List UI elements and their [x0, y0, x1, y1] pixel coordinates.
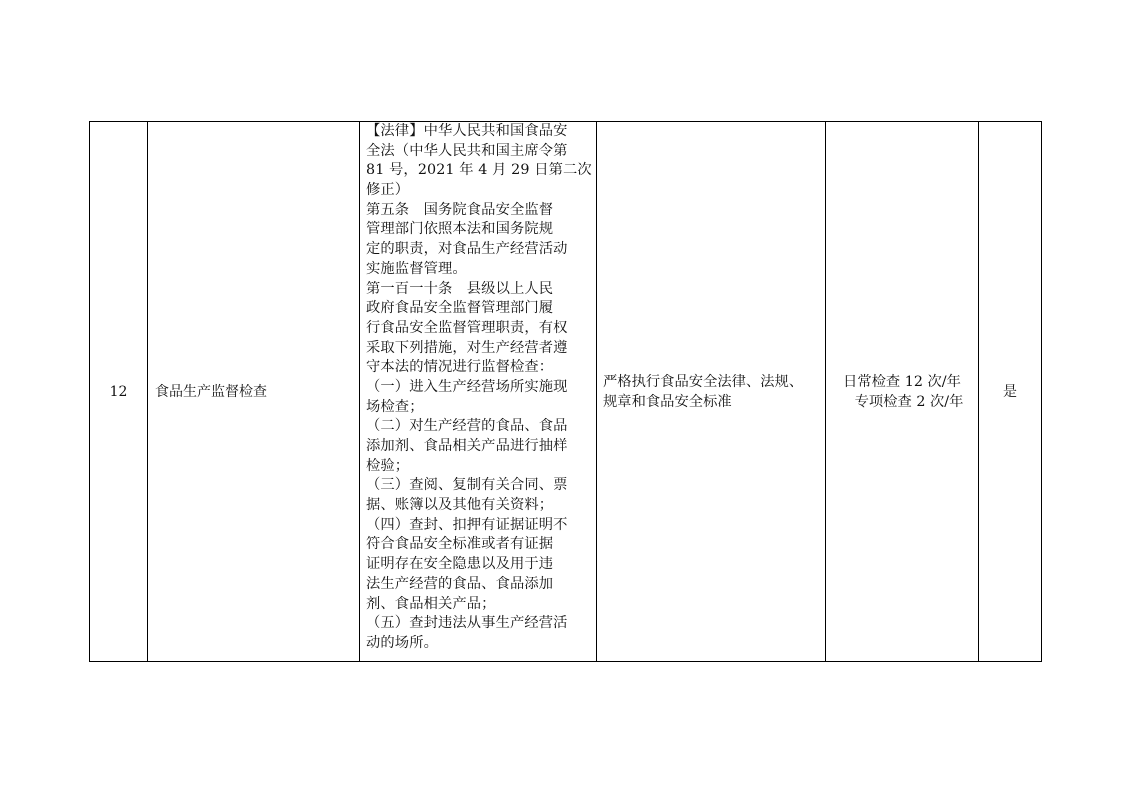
- legal-basis-line: 动的场所。: [366, 634, 438, 651]
- legal-basis-line: 据、账簿以及其他有关资料；: [366, 497, 554, 514]
- legal-basis-line: 添加剂、食品相关产品进行抽样: [366, 438, 568, 454]
- legal-basis-line: 定的职责，对食品生产经营活动: [366, 241, 568, 258]
- legal-basis-line: 符合食品安全标准或者有证据: [366, 536, 554, 553]
- applicable-cell: [979, 122, 1042, 662]
- legal-basis-line: 政府食品安全监督管理部门履: [366, 300, 554, 317]
- legal-basis-line: 法生产经营的食品、食品添加: [366, 575, 554, 592]
- legal-basis-line: （四）查封、扣押有证据证明不: [366, 516, 568, 533]
- legal-basis-line: 81 号，2021 年 4 月 29 日第二次: [366, 162, 592, 179]
- legal-basis-line: 行食品安全监督管理职责，有权: [366, 319, 568, 336]
- legal-basis-line: 采取下列措施，对生产经营者遵: [366, 339, 568, 356]
- applicable-value: 是: [1003, 383, 1017, 400]
- inspection-frequency-cell: [826, 122, 979, 662]
- legal-basis-line: 场检查；: [366, 398, 424, 415]
- legal-basis-line: （三）查阅、复制有关合同、票: [366, 477, 568, 494]
- inspection-standard-line: 规章和食品安全标准: [603, 393, 732, 410]
- row-number: 12: [109, 383, 128, 400]
- legal-basis-line: 第五条 国务院食品安全监督: [366, 201, 554, 218]
- legal-basis-line: 管理部门依照本法和国务院规: [366, 221, 554, 238]
- legal-basis-cell: [360, 122, 597, 662]
- legal-basis-line: 第一百一十条 县级以上人民: [366, 280, 554, 297]
- legal-basis-line: 剂、食品相关产品；: [366, 595, 496, 612]
- legal-basis-line: 【法律】中华人民共和国食品安: [366, 123, 568, 139]
- legal-basis-line: 修正）: [366, 182, 410, 199]
- table-row: [90, 122, 1042, 662]
- item-name: 食品生产监督检查: [155, 383, 267, 400]
- legal-basis-line: 全法（中华人民共和国主席令第: [366, 142, 568, 159]
- legal-basis-line: 守本法的情况进行监督检查：: [366, 359, 554, 376]
- legal-basis-line: （二）对生产经营的食品、食品: [366, 418, 568, 435]
- inspection-standard-cell: [597, 122, 826, 662]
- legal-basis-text: [360, 122, 596, 654]
- legal-basis-line: （五）查封违法从事生产经营活: [366, 615, 568, 632]
- inspection-standard-line: 严格执行食品安全法律、法规、: [603, 373, 804, 390]
- inspection-standard-text: [597, 372, 825, 412]
- inspection-frequency-line: 日常检查 12 次/年: [843, 373, 961, 390]
- legal-basis-line: （一）进入生产经营场所实施现: [366, 378, 568, 395]
- legal-basis-line: 检验；: [366, 457, 410, 474]
- legal-basis-line: 证明存在安全隐患以及用于违: [366, 556, 554, 573]
- inspection-frequency-line: 专项检查 2 次/年: [854, 393, 964, 410]
- item-name-cell: [148, 122, 360, 662]
- inspection-table: [89, 121, 1042, 662]
- legal-basis-line: 实施监督管理。: [366, 260, 467, 277]
- row-number-cell: [90, 122, 148, 662]
